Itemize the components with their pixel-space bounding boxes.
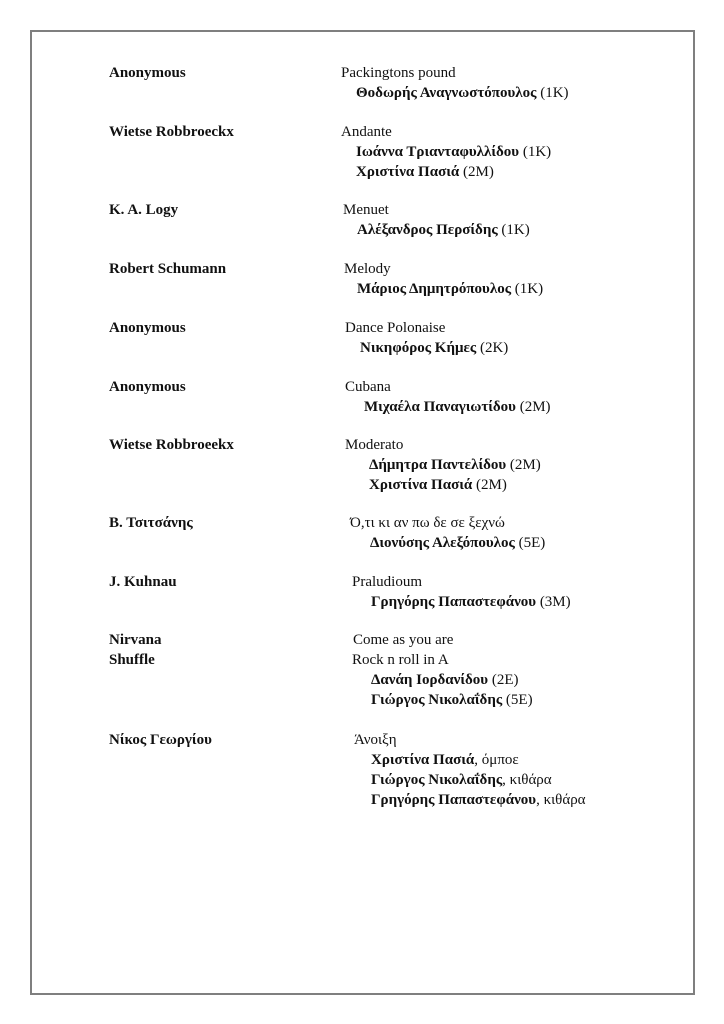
composer: J. Kuhnau	[109, 574, 177, 590]
performer	[370, 534, 545, 552]
piece-title: Ό,τι κι αν πω δε σε ξεχνώ	[350, 515, 505, 531]
composer: Robert Schumann	[109, 261, 227, 277]
performer-detail: , κιθάρα	[536, 792, 586, 808]
piece-title: Dance Polonaise	[345, 320, 446, 336]
performer-detail: (1K)	[497, 222, 530, 238]
performer	[371, 691, 533, 709]
performer-detail: (1K)	[536, 85, 569, 101]
performer-detail: (2M)	[459, 164, 494, 180]
performer-detail: (1K)	[511, 281, 544, 297]
composer: Wietse Robbroeekx	[109, 437, 234, 453]
performer-detail: (2M)	[472, 477, 507, 493]
performer	[371, 593, 571, 611]
composer: K. A. Logy	[109, 202, 179, 218]
performer-name: Ιωάννα Τριανταφυλλίδου	[356, 144, 520, 160]
piece-title: Packingtons pound	[341, 65, 456, 81]
performer-name: Δήμητρα Παντελίδου	[369, 457, 507, 473]
performer-name: Γιώργος Νικολαΐδης	[371, 772, 503, 788]
performer-detail: (3M)	[536, 594, 571, 610]
performer	[357, 280, 543, 298]
performer-name: Γρηγόρης Παπαστεφάνου	[371, 594, 537, 610]
piece-title: Praludioum	[352, 574, 422, 590]
performer-name: Διονύσης Αλεξόπουλος	[370, 535, 515, 551]
performer-name: Θοδωρής Αναγνωστόπουλος	[356, 85, 537, 101]
performer-detail: (2M)	[506, 457, 541, 473]
performer-detail: (5E)	[502, 692, 533, 708]
performer-detail: (2E)	[488, 672, 519, 688]
composer: Anonymous	[109, 379, 186, 395]
performer-detail: (5E)	[514, 535, 546, 551]
performer	[356, 84, 569, 102]
piece-title: Come as you are	[353, 632, 454, 648]
performer-name: Χριστίνα Πασιά	[369, 477, 473, 493]
performer-detail: (1K)	[519, 144, 552, 160]
composer: Nirvana	[109, 632, 162, 648]
composer: Anonymous	[109, 65, 186, 81]
performer	[371, 751, 519, 769]
composer: Β. Τσιτσάνης	[109, 515, 193, 531]
piece-title: Moderato	[345, 437, 404, 453]
performer	[356, 163, 494, 181]
performer	[369, 476, 507, 494]
piece-title: Άνοιξη	[354, 732, 397, 748]
composer: Νίκος Γεωργίου	[109, 732, 212, 748]
performer	[371, 671, 518, 689]
composer: Wietse Robbroeckx	[109, 124, 234, 140]
performer	[369, 456, 541, 474]
performer-detail: , κιθάρα	[502, 772, 552, 788]
composer: Anonymous	[109, 320, 186, 336]
performer-name: Μάριος Δημητρόπουλος	[357, 281, 512, 297]
performer-name: Μιχαέλα Παναγιωτίδου	[364, 399, 516, 415]
piece-title: Melody	[344, 261, 391, 277]
performer-detail: , όμποε	[474, 752, 519, 768]
performer-name: Αλέξανδρος Περσίδης	[357, 222, 498, 238]
performer	[360, 339, 508, 357]
performer-name: Δανάη Ιορδανίδου	[371, 672, 489, 688]
performer-name: Χριστίνα Πασιά	[356, 164, 460, 180]
performer	[371, 771, 552, 789]
performer-detail: (2K)	[476, 340, 509, 356]
performer	[356, 143, 551, 161]
piece-title: Menuet	[343, 202, 389, 218]
piece-title: Andante	[341, 124, 392, 140]
composer: Shuffle	[109, 652, 155, 668]
piece-title: Rock n roll in A	[352, 652, 449, 668]
performer-name: Γρηγόρης Παπαστεφάνου	[371, 792, 537, 808]
performer	[371, 791, 586, 809]
performer-name: Χριστίνα Πασιά	[371, 752, 475, 768]
performer	[357, 221, 530, 239]
performer-name: Νικηφόρος Κήμες	[360, 340, 477, 356]
performer-detail: (2M)	[515, 399, 551, 415]
performer	[364, 398, 551, 416]
performer-name: Γιώργος Νικολαΐδης	[371, 692, 503, 708]
piece-title: Cubana	[345, 379, 391, 395]
